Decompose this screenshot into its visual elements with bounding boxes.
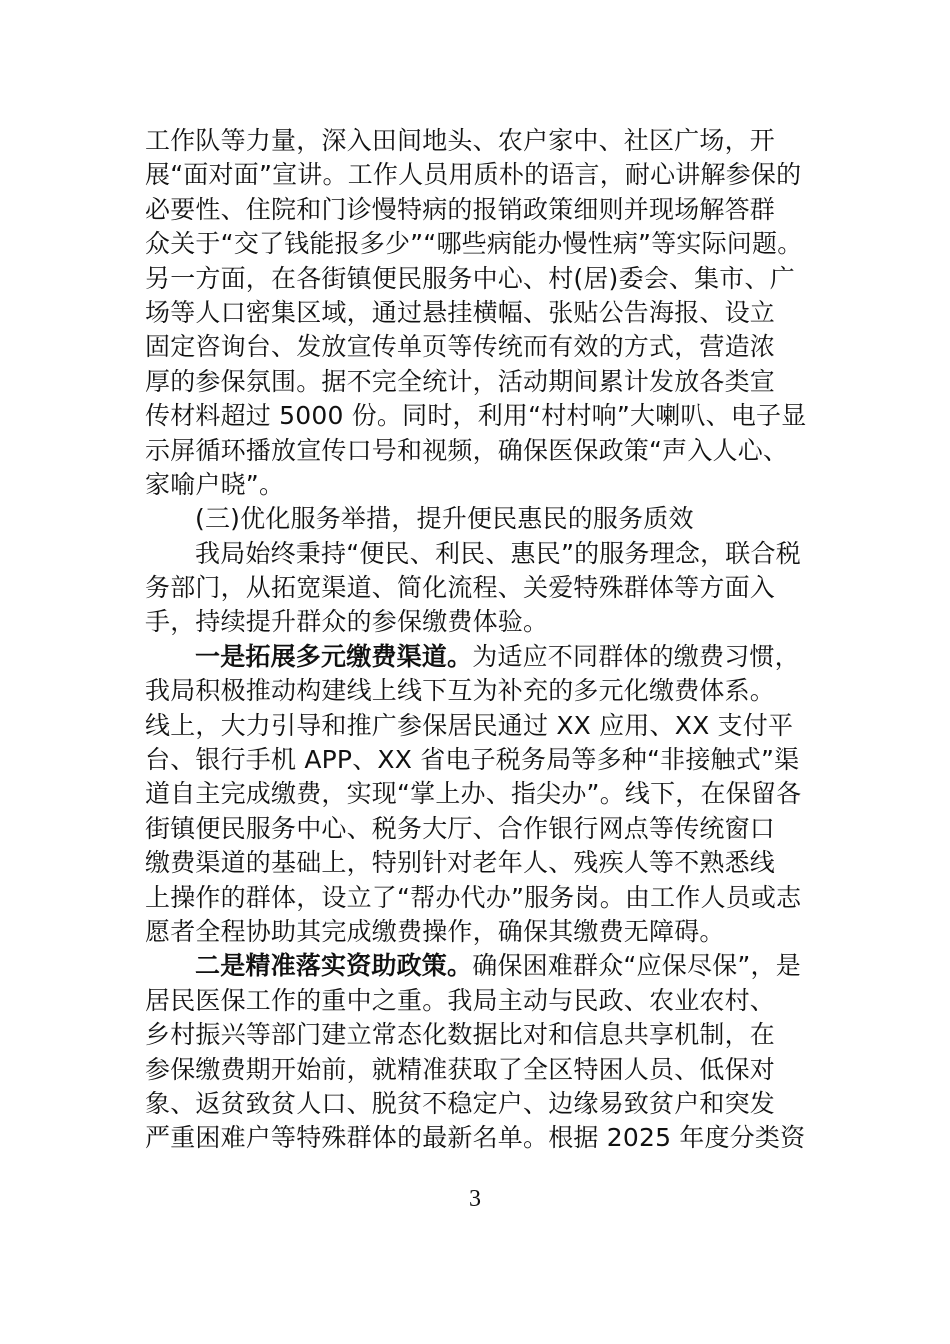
paragraph-line: 家喻户晓”。 (145, 469, 285, 499)
point-one-line: 上操作的群体，设立了“帮办代办”服务岗。由工作人员或志 (145, 882, 802, 912)
point-one-lead: 一是拓展多元缴费渠道。 (195, 641, 473, 671)
point-one-line: 线上，大力引导和推广参保居民通过 XX 应用、XX 支付平 (145, 710, 794, 740)
point-two-rest: 确保困难群众“应保尽保”，是 (472, 951, 801, 981)
paragraph-line: 固定咨询台、发放宣传单页等传统而有效的方式，营造浓 (145, 332, 776, 362)
page-number: 3 (469, 1186, 481, 1212)
point-one-line: 道自主完成缴费，实现“掌上办、指尖办”。线下，在保留各 (145, 779, 802, 809)
point-two-line: 乡村振兴等部门建立常态化数据比对和信息共享机制，在 (145, 1020, 776, 1050)
point-two-lead: 二是精准落实资助政策。 (195, 951, 473, 981)
point-two-line: 参保缴费期开始前，就精准获取了全区特困人员、低保对 (145, 1054, 776, 1084)
point-one-line: 我局积极推动构建线上线下互为补充的多元化缴费体系。 (145, 676, 776, 706)
paragraph-line: 传材料超过 5000 份。同时，利用“村村响”大喇叭、电子显 (145, 401, 807, 431)
point-one-first-line (145, 640, 810, 674)
point-one-line: 愿者全程协助其完成缴费操作，确保其缴费无障碍。 (145, 916, 725, 946)
document-body (145, 124, 810, 1156)
paragraph-line: 工作队等力量，深入田间地头、农户家中、社区广场，开 (145, 126, 776, 155)
point-one-line: 台、银行手机 APP、XX 省电子税务局等多种“非接触式”渠 (145, 745, 800, 775)
point-two-line: 象、返贫致贫人口、脱贫不稳定户、边缘易致贫户和突发 (145, 1088, 776, 1118)
point-one-line: 缴费渠道的基础上，特别针对老年人、残疾人等不熟悉线 (145, 848, 776, 878)
point-two-line: 居民医保工作的重中之重。我局主动与民政、农业农村、 (145, 985, 776, 1015)
point-one-line: 街镇便民服务中心、税务大厅、合作银行网点等传统窗口 (145, 813, 776, 843)
section-heading: (三)优化服务举措，提升便民惠民的服务质效 (195, 504, 694, 534)
paragraph-line: 厚的参保氛围。据不完全统计，活动期间累计发放各类宣 (145, 366, 776, 396)
paragraph-line: 必要性、住院和门诊慢特病的报销政策细则并现场解答群 (145, 194, 776, 224)
paragraph-line: 示屏循环播放宣传口号和视频，确保医保政策“声入人心、 (145, 435, 789, 465)
point-two-first-line (145, 949, 810, 983)
intro-line: 务部门，从拓宽渠道、简化流程、关爱特殊群体等方面入 (145, 573, 776, 603)
paragraph-line: 众关于“交了钱能报多少”“哪些病能办慢性病”等实际问题。 (145, 229, 803, 259)
paragraph-line: 场等人口密集区域，通过悬挂横幅、张贴公告海报、设立 (145, 297, 776, 327)
point-one-rest: 为适应不同群体的缴费习惯， (472, 641, 800, 671)
intro-line: 手，持续提升群众的参保缴费体验。 (145, 607, 549, 637)
paragraph-line: 另一方面，在各街镇便民服务中心、村(居)委会、集市、广 (145, 263, 795, 293)
paragraph-line: 展“面对面”宣讲。工作人员用质朴的语言，耐心讲解参保的 (145, 160, 802, 190)
point-two-line: 严重困难户等特殊群体的最新名单。根据 2025 年度分类资 (145, 1123, 806, 1153)
intro-line: 我局始终秉持“便民、利民、惠民”的服务理念，联合税 (195, 538, 801, 568)
